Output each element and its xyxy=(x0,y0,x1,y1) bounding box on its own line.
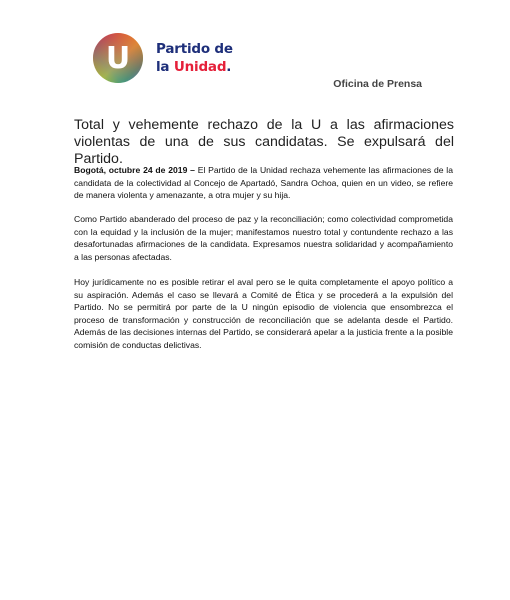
paragraph-2: Como Partido abanderado del proceso de paz y la reconciliación; como colectividad comprometida con la equidad y la inclusión de la mujer; manifestamos nuestro total y contundente rechazo a las desafortunadas afirmaciones de la candidata. Expresamos nuestra solidaridad y acompañamiento a las personas afectadas. xyxy=(74,214,453,262)
party-logo xyxy=(90,30,250,86)
rainbow-circle-u-logo-icon xyxy=(90,30,150,86)
dateline: Bogotá, octubre 24 de 2019 – xyxy=(74,165,195,175)
headline: Total y vehemente rechazo de la U a las afirmaciones violentas de una de sus candidatas. Se expulsará del Partido. xyxy=(74,117,454,167)
paragraph-1-text: El Partido de la Unidad rechaza vehemente las afirmaciones de la candidata de la colectividad al Concejo de Apartadó, Sandra Ochoa, quien en un video, se refiere de manera violenta y amenazante, a otra mujer y su hija. xyxy=(74,165,453,201)
logo-line2-suffix: . xyxy=(226,59,232,75)
paragraph-3: Hoy jurídicamente no es posible retirar el aval pero se le quita completamente el apoyo político a su aspiración. Además el caso se llevará a Comité de Ética y se procederá a la expulsión del Partido. No se permitirá por parte de la U ningún episodio de violencia que ensombrezca el proceso de transformación y construcción de reconciliación que se adelanta desde el Partido. Además de las decisiones internas del Partido, se considerará apelar a la justicia frente a la posible comisión de conductas delictivas. xyxy=(74,277,453,350)
logo-text-line1: Partido de xyxy=(156,41,233,57)
logo-line2-highlight: Unidad xyxy=(173,59,227,75)
press-office-label: Oficina de Prensa xyxy=(333,78,422,90)
logo-line2-prefix: la xyxy=(156,59,174,75)
logo-text-line2 xyxy=(156,59,231,75)
paragraph-1 xyxy=(74,164,453,202)
logo-letter: U xyxy=(105,41,131,76)
